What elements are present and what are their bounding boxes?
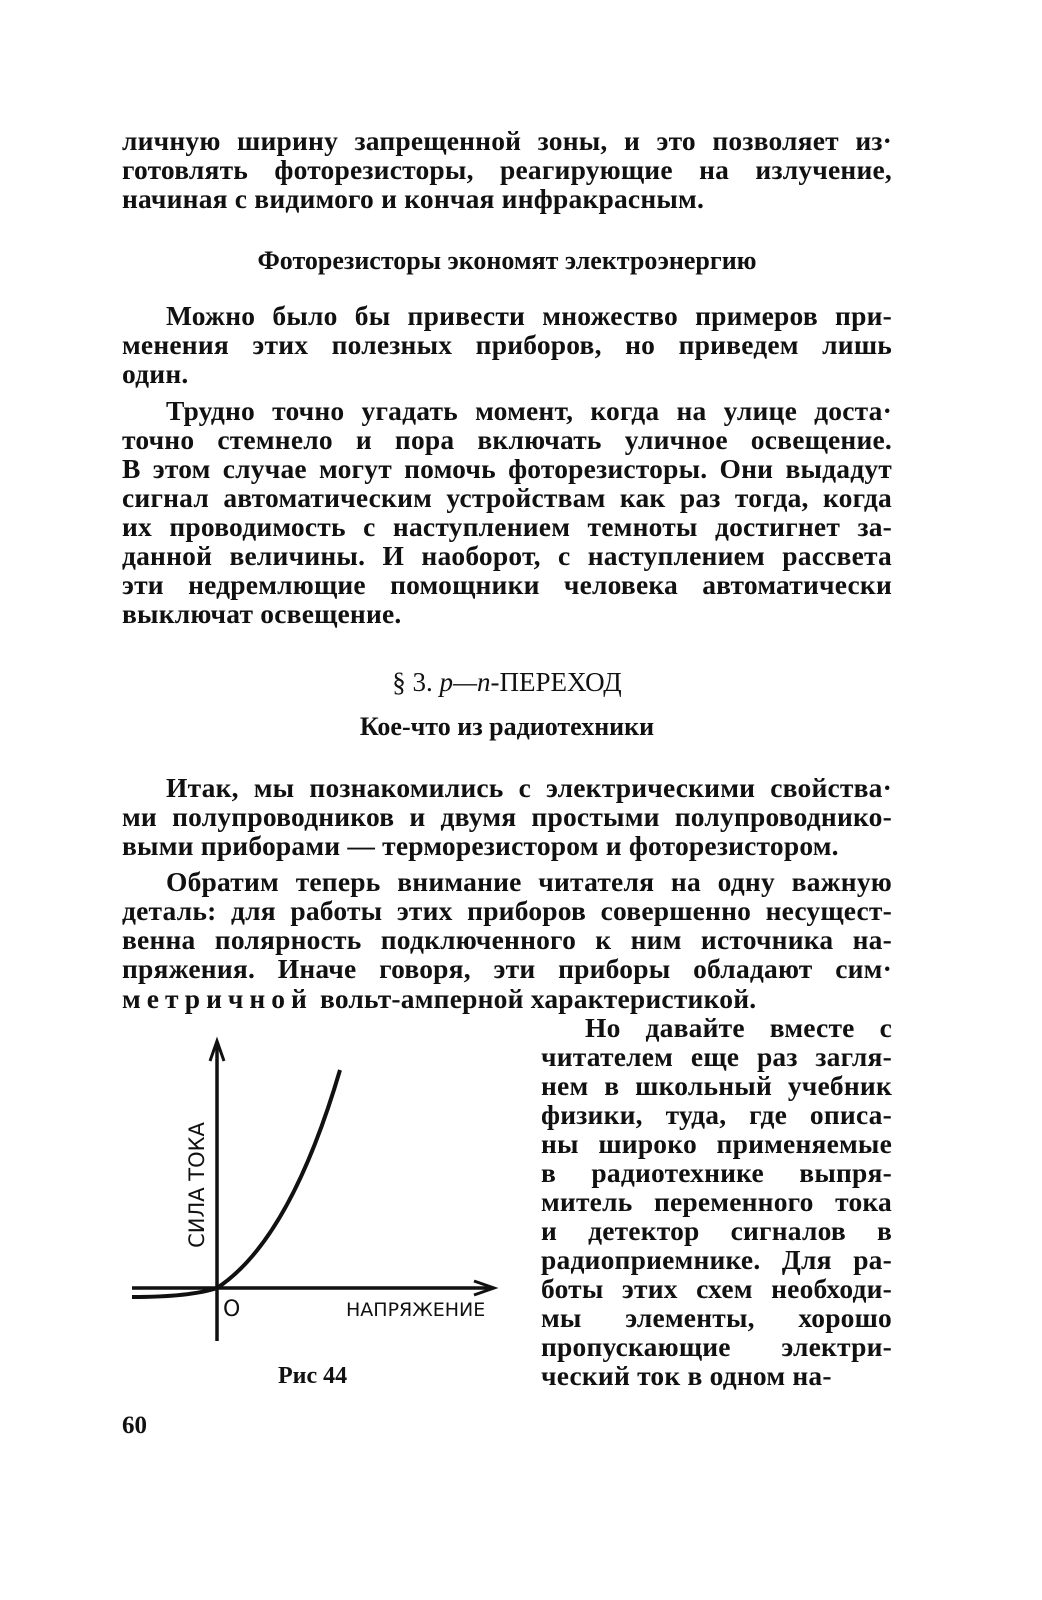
figure-44-iv-curve [120,1035,510,1370]
text-line: Трудно точно угадать момент, когда на улице доста· [166,395,892,426]
text-line: физики, туда, где описа- [541,1099,892,1130]
text-line: Итак, мы познакомились с электрическими свойства· [166,772,892,803]
section-title-suffix: -ПЕРЕХОД [490,667,622,697]
line-rest: вольт-амперной характеристикой. [312,983,757,1014]
text-line: один. [122,358,189,389]
text-line: В этом случае могут помочь фоторезисторы. Они выдадут [122,453,892,484]
section-title [122,667,892,698]
text-line: пряжения. Иначе говоря, эти приборы обладают сим· [122,953,892,984]
text-line: в радиотехнике выпря- [541,1157,892,1188]
text-line: венна полярность подключенного к ним источника на- [122,924,892,955]
text-line: менения этих полезных приборов, но приведем лишь [122,329,892,360]
text-line: Можно было бы привести множество примеров при- [166,300,892,331]
text-line: и детектор сигналов в [541,1215,892,1246]
text-line: точно стемнело и пора включать уличное освещение. [122,424,892,455]
text-line: эти недремлющие помощники человека автоматически [122,569,892,600]
origin-label: O [223,1297,241,1322]
x-axis-label: НАПРЯЖЕНИЕ [346,1299,486,1321]
section-title-italic: p—n [439,667,491,697]
text-line: боты этих схем необходи- [541,1273,892,1304]
text-line: готовлять фоторезисторы, реагирующие на излучение, [122,154,892,185]
text-line: читателем еще раз загля- [541,1041,892,1072]
figure-caption: Рис 44 [278,1363,348,1389]
text-line: деталь: для работы этих приборов совершенно несущест- [122,895,892,926]
text-line: начиная с видимого и кончая инфракрасным. [122,183,705,214]
text-line: нем в школьный учебник [541,1070,892,1101]
heading-photoresistors-save-energy: Фоторезисторы экономят электроэнергию [257,246,757,275]
text-line: ми полупроводников и двумя простыми полупроводнико- [122,801,892,832]
spaced-word: метричной [122,983,313,1014]
text-line: выми приборами — терморезистором и фоторезистором. [122,830,839,861]
current-voltage-curve [132,1070,340,1297]
text-line: Обратим теперь внимание читателя на одну важную [166,866,892,897]
text-line: радиоприемнике. Для ра- [541,1244,892,1275]
paragraph-symmetric-last-line [122,984,892,1013]
y-axis-label: СИЛА ТОКА [185,1122,209,1248]
text-line: митель переменного тока [541,1186,892,1217]
text-line: данной величины. И наоборот, с наступлением рассвета [122,540,892,571]
heading-radio-engineering: Кое-что из радиотехники [359,712,655,741]
text-line: личную ширину запрещенной зоны, и это позволяет из· [122,125,892,156]
text-line: ческий ток в одном на- [541,1360,832,1391]
text-line: ны широко применяемые [541,1128,892,1159]
text-line: Но давайте вместе с [585,1012,892,1043]
text-line: сигнал автоматическим устройствам как раз тогда, когда [122,482,892,513]
text-line: мы элементы, хорошо [541,1302,892,1333]
section-title-prefix: § 3. [392,667,440,697]
text-line: выключат освещение. [122,598,402,629]
page-number: 60 [122,1412,147,1439]
text-line: их проводимость с наступлением темноты достигнет за- [122,511,892,542]
text-line: пропускающие электри- [541,1331,892,1362]
